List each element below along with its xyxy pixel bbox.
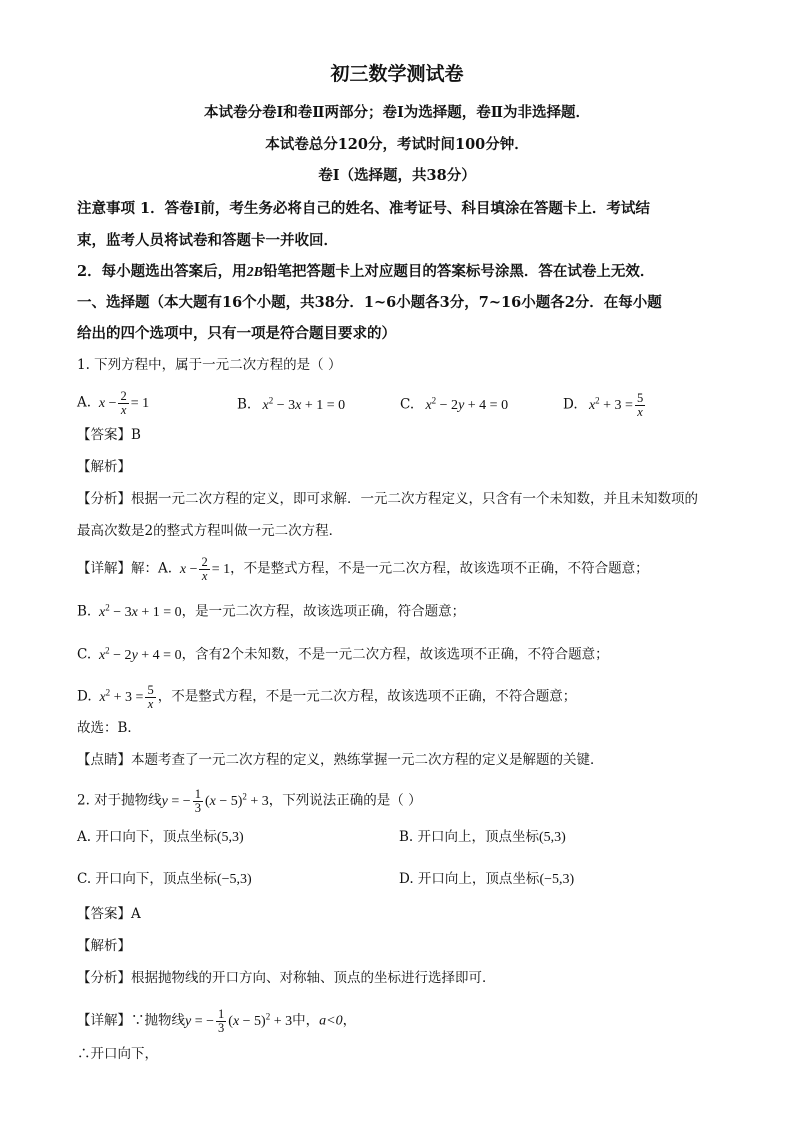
q1-option-a-formula: x − $\frac{2}{x}$ = 1 (95, 389, 150, 417)
q2-option-a (77, 827, 244, 848)
q2-answer: 【答案】A (77, 906, 141, 922)
notice-line-2: 束，监考人员将试卷和答题卡一并收回． (77, 232, 338, 249)
q1-detail-b-label: B. (77, 603, 92, 620)
intro-line-1: 本试卷分卷Ⅰ和卷Ⅱ两部分；卷Ⅰ为选择题，卷Ⅱ为非选择题． (203, 104, 590, 121)
q1-option-c (400, 390, 508, 416)
q1-detail-c (77, 640, 609, 666)
intro-line-3: 卷Ⅰ（选择题，共38分） (318, 167, 476, 184)
q2-option-b (399, 827, 566, 848)
q1-detail-c-label: C. (77, 646, 92, 663)
notice-line-1: 注意事项 1．答卷Ⅰ前，考生务必将自己的姓名、准考证号、科目填涂在答题卡上．考试结 (77, 200, 650, 217)
q2-parabola-formula: y = − $\frac{1}{3}$ $(x - 5)^2 + 3$ (161, 786, 269, 815)
notice-text-b: 铅笔把答题卡上对应题目的答案标号涂黑．答在试卷上无效． (262, 263, 655, 280)
q2-option-d-point: (−5,3) (539, 872, 575, 887)
q2-conclusion: ∴开口向下， (77, 1046, 158, 1062)
q2-option-b-point: (5,3) (539, 830, 566, 845)
q1-comment: 【点睛】本题考查了一元二次方程的定义，熟练掌握一元二次方程的定义是解题的关键． (77, 752, 604, 768)
q1-detail-b-formula: $x^2 - 3x + 1 = 0$ (95, 602, 182, 620)
q1-choose: 故选：B． (77, 720, 141, 736)
q2-detail-condition: a<0 (319, 1013, 343, 1029)
pencil-grade: 2B (246, 265, 263, 280)
q1-fenxi-line-1: 【分析】根据一元二次方程的定义，即可求解．一元二次方程定义，只含有一个未知数，并且未知数项的 (77, 491, 698, 507)
q1-detail-c-formula: $x^2 - 2y + 4 = 0$ (95, 645, 182, 663)
q2-stem-a: 2. 对于抛物线 (77, 792, 162, 809)
page-title: 初三数学测试卷 (330, 63, 464, 85)
q2-option-d-text: D. 开口向上，顶点坐标 (399, 871, 540, 887)
q1-option-c-formula: $x^2 - 2y + 4 = 0$ (418, 395, 509, 413)
q1-analysis-heading: 【解析】 (77, 459, 131, 475)
notice-text-a: 2．每小题选出答案后，用 (77, 263, 247, 280)
q1-option-d (563, 390, 647, 419)
q2-option-b-text: B. 开口向上，顶点坐标 (399, 829, 540, 845)
section-line-2: 给出的四个选项中，只有一项是符合题目要求的） (77, 325, 396, 342)
q2-option-d (399, 869, 574, 890)
intro-line-2: 本试卷总分120分，考试时间100分钟． (265, 136, 529, 153)
q1-option-c-label: C. (400, 396, 415, 413)
q1-detail-a (77, 556, 649, 583)
q1-detail-heading: 【详解】解：A. (77, 560, 173, 577)
q1-detail-d-text: ，不是整式方程，不是一元二次方程，故该选项不正确，不符合题意； (157, 688, 577, 705)
q2-analysis-heading: 【解析】 (77, 938, 131, 954)
q2-option-a-text: A. 开口向下，顶点坐标 (77, 829, 217, 845)
q1-detail-b (77, 597, 465, 623)
q1-detail-d-label: D. (77, 688, 92, 705)
q1-detail-c-text: ，含有2个未知数，不是一元二次方程，故该选项不正确，不符合题意； (181, 646, 609, 663)
section-line-1: 一、选择题（本大题有16个小题，共38分．1~6小题各3分，7~16小题各2分．在每小题 (77, 294, 662, 311)
q2-fenxi: 【分析】根据抛物线的开口方向、对称轴、顶点的坐标进行选择即可． (77, 970, 496, 986)
q1-option-d-label: D. (563, 396, 578, 413)
q1-option-a-label: A. (77, 394, 92, 411)
q1-option-b-label: B. (237, 396, 252, 413)
q1-detail-d (77, 682, 576, 711)
q1-detail-a-text: ，不是整式方程，不是一元二次方程，故该选项不正确，不符合题意； (230, 560, 649, 577)
q2-detail-heading: 【详解】∵抛物线 (77, 1012, 185, 1029)
q1-option-b (237, 390, 345, 416)
q1-answer: 【答案】B (77, 427, 141, 443)
q2-option-c-point: (−5,3) (216, 872, 252, 887)
q2-stem-b: ，下列说法正确的是（ ） (268, 792, 422, 809)
q1-detail-d-formula: $x^2 + 3$ = $\frac{5}{x}$ (95, 682, 154, 711)
q2-option-a-point: (5,3) (216, 830, 244, 845)
q2-stem (77, 786, 422, 815)
q1-option-d-formula: $x^2 + 3$ = $\frac{5}{x}$ (581, 390, 644, 419)
q2-detail-mid: 中， (292, 1012, 320, 1029)
q1-stem: 1. 下列方程中，属于一元二次方程的是（ ） (77, 357, 342, 373)
q1-detail-a-formula: x − $\frac{2}{x}$ = 1 (176, 555, 231, 583)
notice-line-3 (77, 262, 654, 283)
q2-detail (77, 1006, 356, 1035)
q2-option-c (77, 869, 252, 890)
q1-fenxi-line-2: 最高次数是2的整式方程叫做一元二次方程． (77, 523, 343, 539)
q1-option-b-formula: $x^2 - 3x + 1 = 0$ (255, 395, 346, 413)
q2-option-c-text: C. 开口向下，顶点坐标 (77, 871, 217, 887)
q1-detail-b-text: ，是一元二次方程，故该选项正确，符合题意； (181, 603, 466, 620)
q1-option-a (77, 390, 149, 417)
q2-detail-end: ， (342, 1012, 357, 1029)
q2-detail-formula: y = − $\frac{1}{3}$ $(x - 5)^2 + 3$ (185, 1006, 293, 1035)
